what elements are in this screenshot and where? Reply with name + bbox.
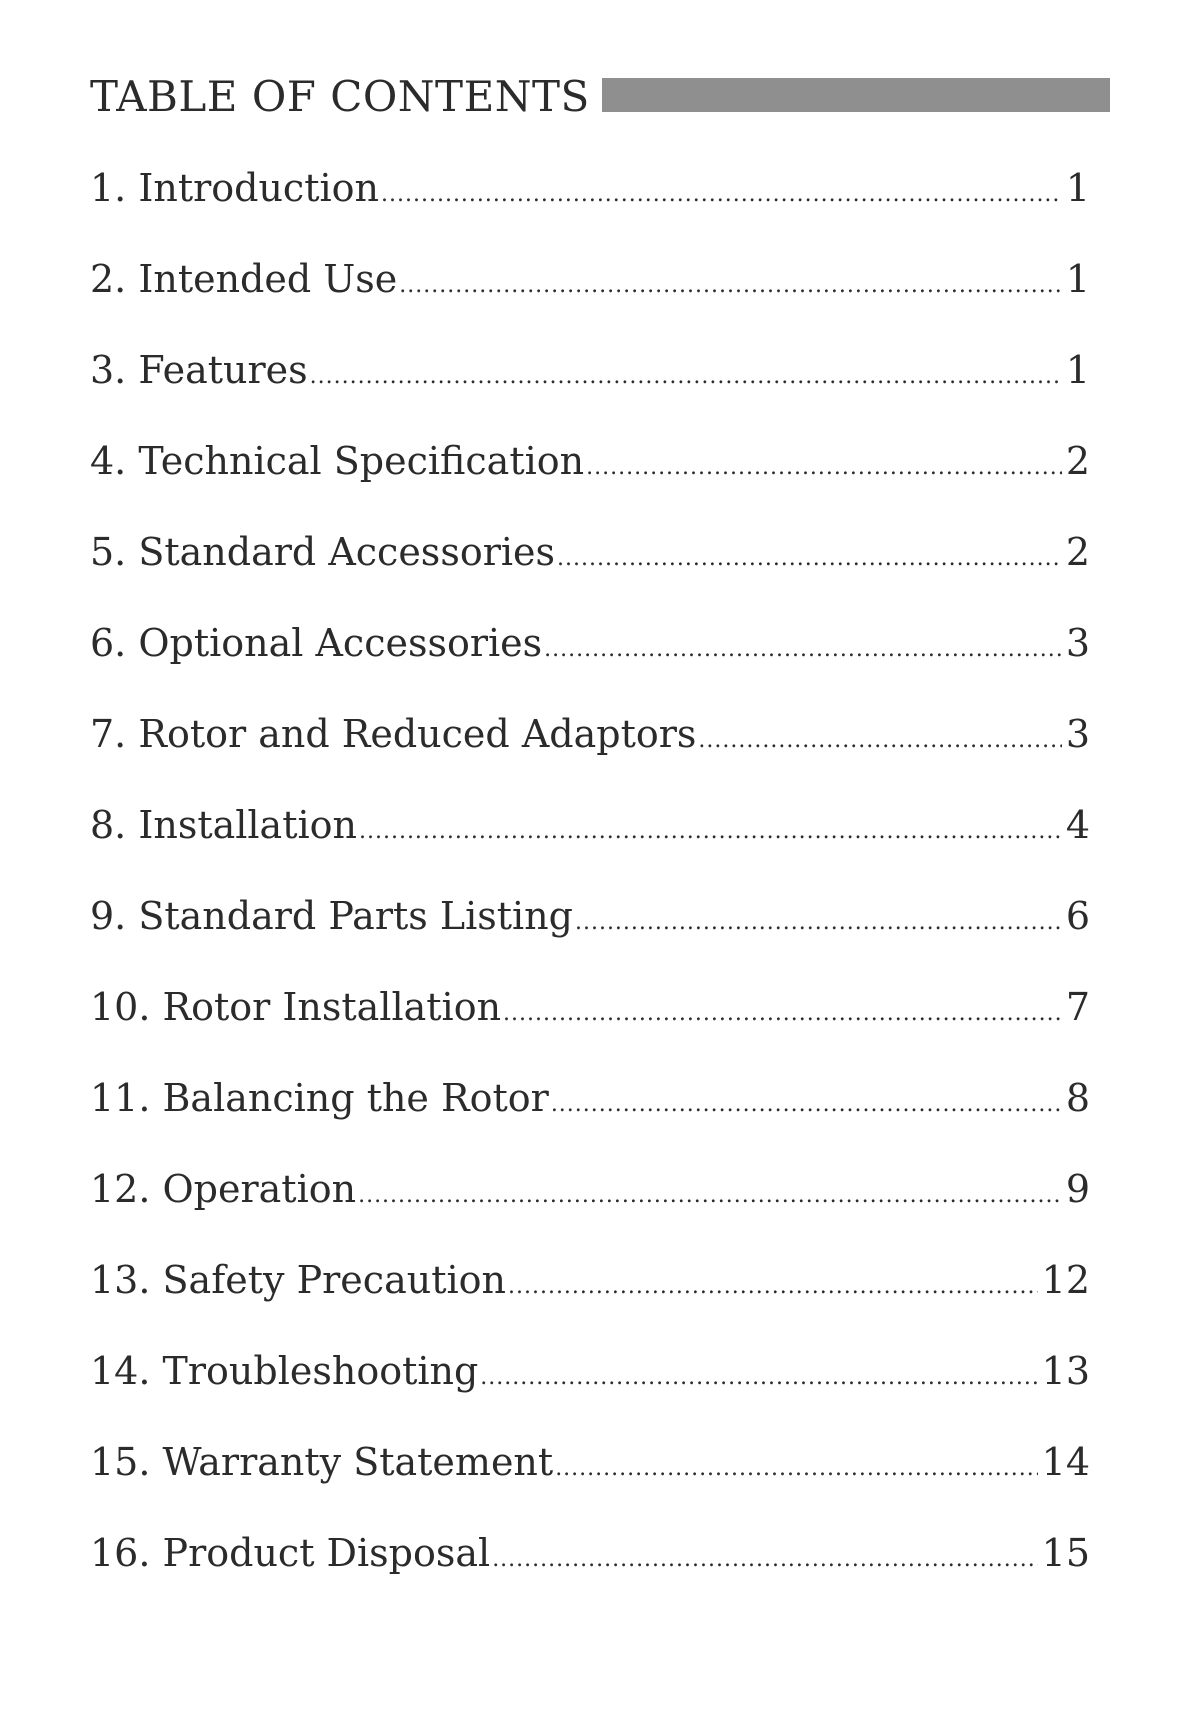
toc-entry[interactable]	[90, 888, 1090, 979]
toc-entry[interactable]	[90, 251, 1090, 342]
toc-entry[interactable]	[90, 1343, 1090, 1434]
toc-entry-page-number: 15	[1041, 1531, 1090, 1575]
toc-entry-page-number: 6	[1065, 894, 1090, 938]
toc-entry-label: 14. Troubleshooting	[90, 1349, 479, 1393]
toc-entry[interactable]	[90, 979, 1090, 1070]
toc-entry-page-number: 9	[1065, 1167, 1090, 1211]
toc-entry-label: 2. Intended Use	[90, 257, 398, 301]
toc-entry[interactable]	[90, 1161, 1090, 1252]
toc-entry-page-number: 1	[1065, 166, 1090, 210]
toc-entry-label: 6. Optional Accessories	[90, 621, 543, 665]
toc-entry-label: 16. Product Disposal	[90, 1531, 491, 1575]
dot-leader	[586, 440, 1062, 496]
toc-entry[interactable]	[90, 433, 1090, 524]
toc-entry[interactable]	[90, 615, 1090, 706]
toc-entry-label: 13. Safety Precaution	[90, 1258, 506, 1302]
toc-entry-page-number: 2	[1065, 530, 1090, 574]
toc-entry-page-number: 2	[1065, 439, 1090, 483]
toc-entry[interactable]	[90, 524, 1090, 615]
dot-leader	[555, 1441, 1037, 1497]
toc-entry[interactable]	[90, 706, 1090, 797]
toc-entry[interactable]	[90, 1434, 1090, 1525]
toc-entry[interactable]	[90, 342, 1090, 433]
toc-entry-page-number: 4	[1065, 803, 1090, 847]
toc-entry-label: 15. Warranty Statement	[90, 1440, 554, 1484]
toc-list	[90, 160, 1090, 1616]
dot-leader	[359, 804, 1062, 860]
dot-leader	[575, 895, 1062, 951]
toc-entry-page-number: 3	[1065, 621, 1090, 665]
toc-entry-page-number: 14	[1041, 1440, 1090, 1484]
dot-leader	[503, 986, 1062, 1042]
dot-leader	[358, 1168, 1062, 1224]
toc-entry[interactable]	[90, 797, 1090, 888]
toc-entry-label: 3. Features	[90, 348, 308, 392]
toc-entry-label: 7. Rotor and Reduced Adaptors	[90, 712, 697, 756]
toc-entry-page-number: 7	[1065, 985, 1090, 1029]
toc-header	[90, 72, 1110, 122]
toc-entry-page-number: 1	[1065, 348, 1090, 392]
toc-entry-label: 4. Technical Specification	[90, 439, 585, 483]
dot-leader	[399, 258, 1062, 314]
toc-entry-label: 11. Balancing the Rotor	[90, 1076, 549, 1120]
dot-leader	[544, 622, 1062, 678]
toc-entry-label: 12. Operation	[90, 1167, 357, 1211]
toc-entry-page-number: 1	[1065, 257, 1090, 301]
dot-leader	[698, 713, 1061, 769]
toc-entry[interactable]	[90, 160, 1090, 251]
toc-entry-label: 10. Rotor Installation	[90, 985, 502, 1029]
toc-entry-label: 8. Installation	[90, 803, 357, 847]
toc-entry[interactable]	[90, 1525, 1090, 1616]
dot-leader	[508, 1259, 1038, 1315]
toc-entry[interactable]	[90, 1070, 1090, 1161]
dot-leader	[381, 167, 1062, 223]
toc-entry-page-number: 3	[1065, 712, 1090, 756]
dot-leader	[551, 1077, 1062, 1133]
dot-leader	[310, 349, 1062, 405]
toc-entry-page-number: 12	[1041, 1258, 1090, 1302]
toc-entry-label: 5. Standard Accessories	[90, 530, 555, 574]
toc-entry[interactable]	[90, 1252, 1090, 1343]
dot-leader	[492, 1532, 1037, 1588]
dot-leader	[557, 531, 1062, 587]
page-title: TABLE OF CONTENTS	[90, 72, 590, 121]
toc-entry-label: 9. Standard Parts Listing	[90, 894, 573, 938]
toc-entry-page-number: 13	[1041, 1349, 1090, 1393]
toc-entry-page-number: 8	[1065, 1076, 1090, 1120]
header-decorative-bar	[602, 78, 1110, 112]
toc-entry-label: 1. Introduction	[90, 166, 379, 210]
dot-leader	[480, 1350, 1037, 1406]
